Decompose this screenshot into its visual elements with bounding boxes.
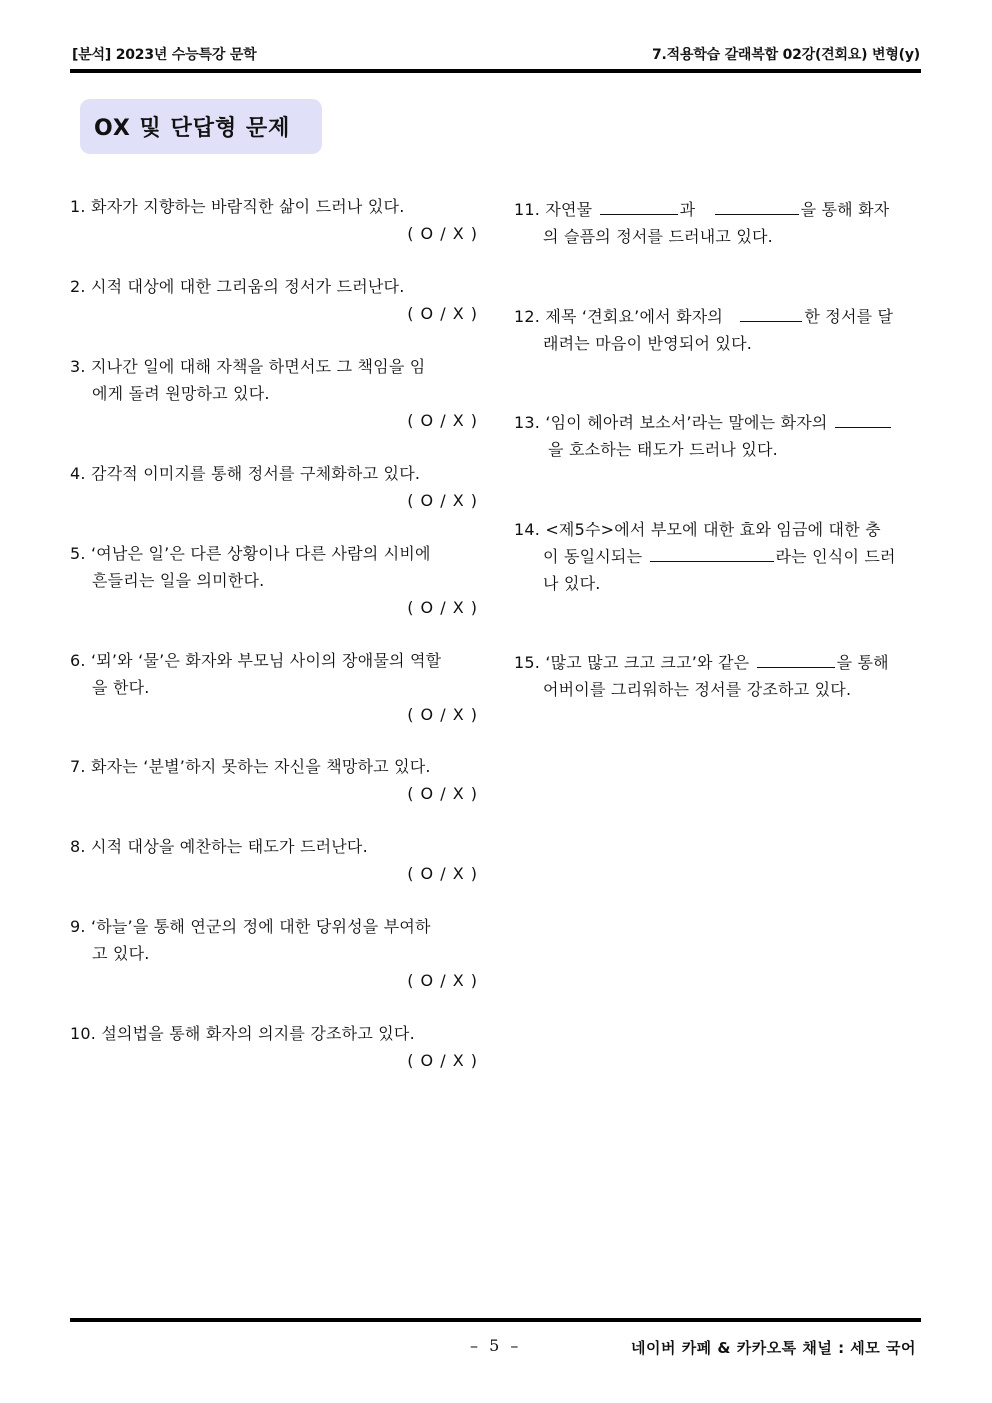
question-text: 을 통해 [836,653,889,672]
ox-answer-choice[interactable]: ( O / X ) [407,1051,478,1070]
question-text: 4. 감각적 이미지를 통해 정서를 구체화하고 있다. [70,464,421,483]
ox-answer-choice[interactable]: ( O / X ) [407,491,478,510]
ox-question-2 [70,273,478,327]
question-text: 14. <제5수>에서 부모에 대한 효와 임금에 대한 충 [514,520,881,539]
question-text: 3. 지나간 일에 대해 자책을 하면서도 그 책임을 임 [70,357,426,376]
header-left-title: [분석] 2023년 수능특강 문학 [72,47,257,63]
ox-answer-choice[interactable]: ( O / X ) [407,784,478,803]
question-text: 11. 자연물 [514,200,593,219]
question-text: 13. ‘임이 헤아려 보소서’라는 말에는 화자의 [514,413,828,432]
ox-question-3 [70,353,478,434]
question-text-continued: 나 있다. [543,574,601,593]
question-text-continued: 을 한다. [92,678,150,697]
short-question-13 [514,409,921,463]
question-text: 5. ‘여남은 일’은 다른 상황이나 다른 사람의 시비에 [70,544,431,563]
question-text: 6. ‘뫼’와 ‘물’은 화자와 부모님 사이의 장애물의 역할 [70,651,442,670]
question-text-line [514,649,921,676]
footer-rule [70,1318,921,1322]
question-text: 8. 시적 대상을 예찬하는 태도가 드러난다. [70,837,368,856]
question-text: 이 동일시되는 [543,547,643,566]
header-rule [70,69,921,73]
question-text: 한 정서를 달 [804,307,894,326]
answer-blank[interactable] [650,543,774,562]
question-text-continued: 의 슬픔의 정서를 드러내고 있다. [543,227,773,246]
answer-blank[interactable] [835,409,891,428]
ox-answer-choice[interactable]: ( O / X ) [407,864,478,883]
question-text-line [514,303,921,330]
answer-blank[interactable] [600,196,678,215]
short-question-14 [514,516,921,597]
question-text: 1. 화자가 지향하는 바람직한 삶이 드러나 있다. [70,197,405,216]
page-number: – 5 – [470,1336,522,1355]
ox-question-10 [70,1020,478,1074]
answer-blank[interactable] [757,649,835,668]
question-text-continued: 흔들리는 일을 의미한다. [92,571,265,590]
question-text: 10. 설의법을 통해 화자의 의지를 강조하고 있다. [70,1024,415,1043]
header-right-title: 7.적용학습 갈래복합 02강(견회요) 변형(y) [651,47,920,63]
ox-question-7 [70,753,478,807]
question-text-continued: 에게 돌려 원망하고 있다. [92,384,270,403]
question-text: 15. ‘많고 많고 크고 크고’와 같은 [514,653,750,672]
question-text-continued: 어버이를 그리워하는 정서를 강조하고 있다. [543,680,852,699]
question-text: 과 [679,200,696,219]
footer-channel-info: 네이버 카페 & 카카오톡 채널 : 세모 국어 [631,1339,916,1357]
question-text-continued: 을 호소하는 태도가 드러나 있다. [548,440,778,459]
question-text-line [514,196,921,223]
ox-answer-choice[interactable]: ( O / X ) [407,224,478,243]
ox-answer-choice[interactable]: ( O / X ) [407,971,478,990]
question-text: 을 통해 화자 [800,200,890,219]
ox-answer-choice[interactable]: ( O / X ) [407,411,478,430]
ox-answer-choice[interactable]: ( O / X ) [407,304,478,323]
short-question-15 [514,649,921,703]
ox-question-6 [70,647,478,728]
question-text: 9. ‘하늘’을 통해 연군의 정에 대한 당위성을 부여하 [70,917,431,936]
question-text: 7. 화자는 ‘분별’하지 못하는 자신을 책망하고 있다. [70,757,431,776]
short-question-11 [514,196,921,250]
ox-answer-choice[interactable]: ( O / X ) [407,598,478,617]
section-title-box [80,99,322,154]
question-text-line [514,409,921,436]
question-text: 라는 인식이 드러 [775,547,896,566]
question-text-continued: 래려는 마음이 반영되어 있다. [543,334,753,353]
question-text: 12. 제목 ‘견회요’에서 화자의 [514,307,724,326]
section-title: OX 및 단답형 문제 [94,116,291,141]
question-text: 2. 시적 대상에 대한 그리움의 정서가 드러난다. [70,277,405,296]
answer-blank[interactable] [715,196,799,215]
ox-question-9 [70,913,478,994]
ox-question-5 [70,540,478,621]
ox-question-4 [70,460,478,514]
short-question-12 [514,303,921,357]
ox-question-8 [70,833,478,887]
question-text-line [514,543,921,570]
answer-blank[interactable] [740,303,802,322]
ox-answer-choice[interactable]: ( O / X ) [407,705,478,724]
ox-question-1 [70,193,478,247]
question-text-continued: 고 있다. [92,944,150,963]
